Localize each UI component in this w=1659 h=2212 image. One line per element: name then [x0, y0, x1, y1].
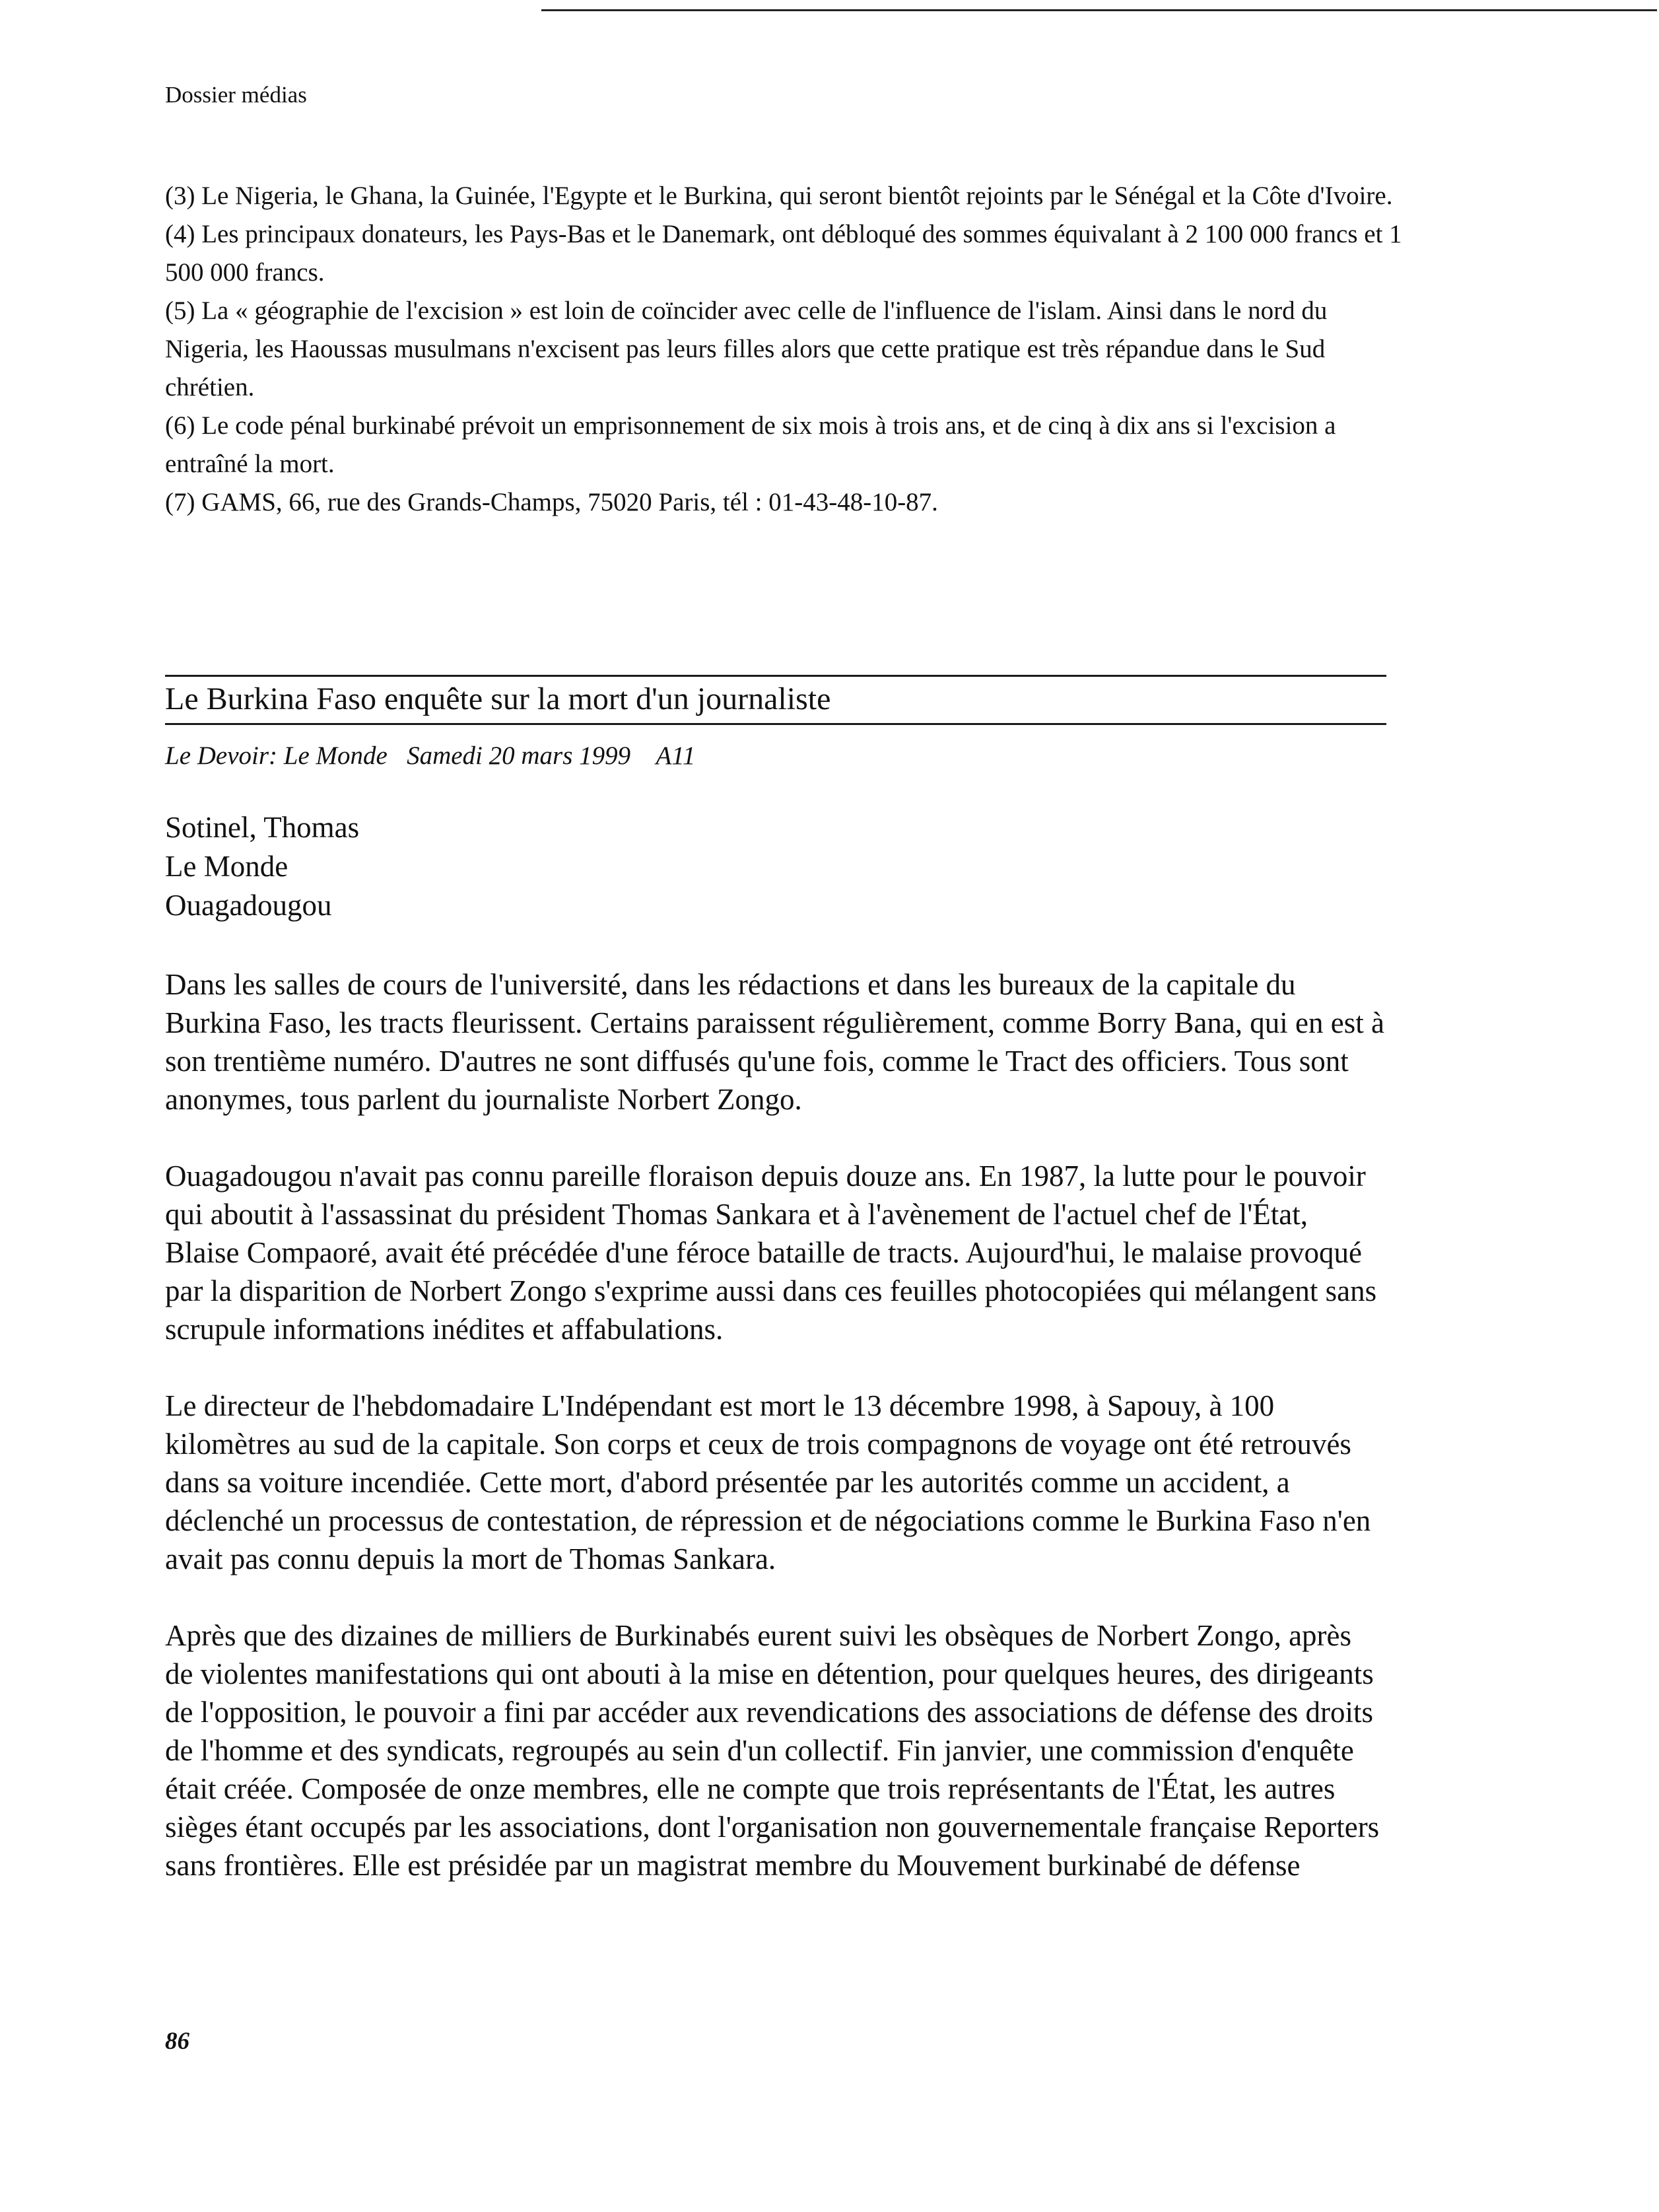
article-paragraph: Dans les salles de cours de l'université, dans les rédactions et dans les bureaux de la capitale du Burkina Faso, les tracts fleurissent. Certains paraissent régulièrement, comme Borry Bana, qui en est à son trentième numéro. D'autres ne sont diffusés qu'une fois, comme le Tract des officiers. Tous sont anonymes, tous parlent du journaliste Norbert Zongo.	[165, 968, 1384, 1116]
footnote: (3) Le Nigeria, le Ghana, la Guinée, l'Egypte et le Burkina, qui seront bientôt rejoints par le Sénégal et la Côte d'Ivoire.	[165, 182, 1393, 210]
article-paragraph: Après que des dizaines de milliers de Burkinabés eurent suivi les obsèques de Norbert Zongo, après de violentes manifestations qui ont abouti à la mise en détention, pour quelques heures, des dirigeants de l'opposition, le pouvoir a fini par accéder aux revendications des associations de défense des droits de l'homme et des syndicats, regroupés au sein d'un collectif. Fin janvier, une commission d'enquête était créée. Composée de onze membres, elle ne compte que trois représentants de l'État, les autres sièges étant occupés par les associations, dont l'organisation non gouvernementale française Reporters sans frontières. Elle est présidée par un magistrat membre du Mouvement burkinabé de défense	[165, 1619, 1380, 1882]
article-title: Le Burkina Faso enquête sur la mort d'un journaliste	[165, 681, 831, 716]
article-body	[165, 965, 1386, 1923]
byline	[165, 808, 359, 925]
footnote: (7) GAMS, 66, rue des Grands-Champs, 75020 Paris, tél : 01-43-48-10-87.	[165, 488, 938, 516]
source-line: Le Devoir: Le Monde Samedi 20 mars 1999 A11	[165, 742, 696, 770]
author-name: Sotinel, Thomas	[165, 811, 360, 844]
footnote: (5) La « géographie de l'excision » est loin de coïncider avec celle de l'influence de l'islam. Ainsi dans le nord du Nigeria, les Haoussas musulmans n'excisent pas leurs filles alors que cette pratique est très répandue dans le Sud chrétien.	[165, 296, 1328, 401]
publication-name: Le Monde	[165, 850, 288, 883]
dateline-location: Ouagadougou	[165, 889, 332, 922]
title-rule-bottom	[165, 723, 1386, 725]
footnote: (4) Les principaux donateurs, les Pays-Bas et le Danemark, ont débloqué des sommes équivalant à 2 100 000 francs et 1 500 000 francs.	[165, 220, 1402, 287]
running-header: Dossier médias	[165, 82, 307, 108]
top-rule	[541, 9, 1657, 11]
page-number: 86	[165, 2028, 189, 2055]
article-paragraph: Le directeur de l'hebdomadaire L'Indépendant est mort le 13 décembre 1998, à Sapouy, à 100 kilomètres au sud de la capitale. Son corps et ceux de trois compagnons de voyage ont été retrouvés dans sa voiture incendiée. Cette mort, d'abord présentée par les autorités comme un accident, a déclenché un processus de contestation, de répression et de négociations comme le Burkina Faso n'en avait pas connu depuis la mort de Thomas Sankara.	[165, 1389, 1371, 1575]
footnote: (6) Le code pénal burkinabé prévoit un emprisonnement de six mois à trois ans, et de cinq à dix ans si l'excision a entraîné la mort.	[165, 411, 1336, 478]
footnotes	[165, 177, 1406, 522]
article-paragraph: Ouagadougou n'avait pas connu pareille floraison depuis douze ans. En 1987, la lutte pour le pouvoir qui aboutit à l'assassinat du président Thomas Sankara et à l'avènement de l'actuel chef de l'État, Blaise Compaoré, avait été précédée d'une féroce bataille de tracts. Aujourd'hui, le malaise provoqué par la disparition de Norbert Zongo s'exprime aussi dans ces feuilles photocopiées qui mélangent sans scrupule informations inédites et affabulations.	[165, 1159, 1377, 1346]
title-rule-top	[165, 675, 1386, 677]
